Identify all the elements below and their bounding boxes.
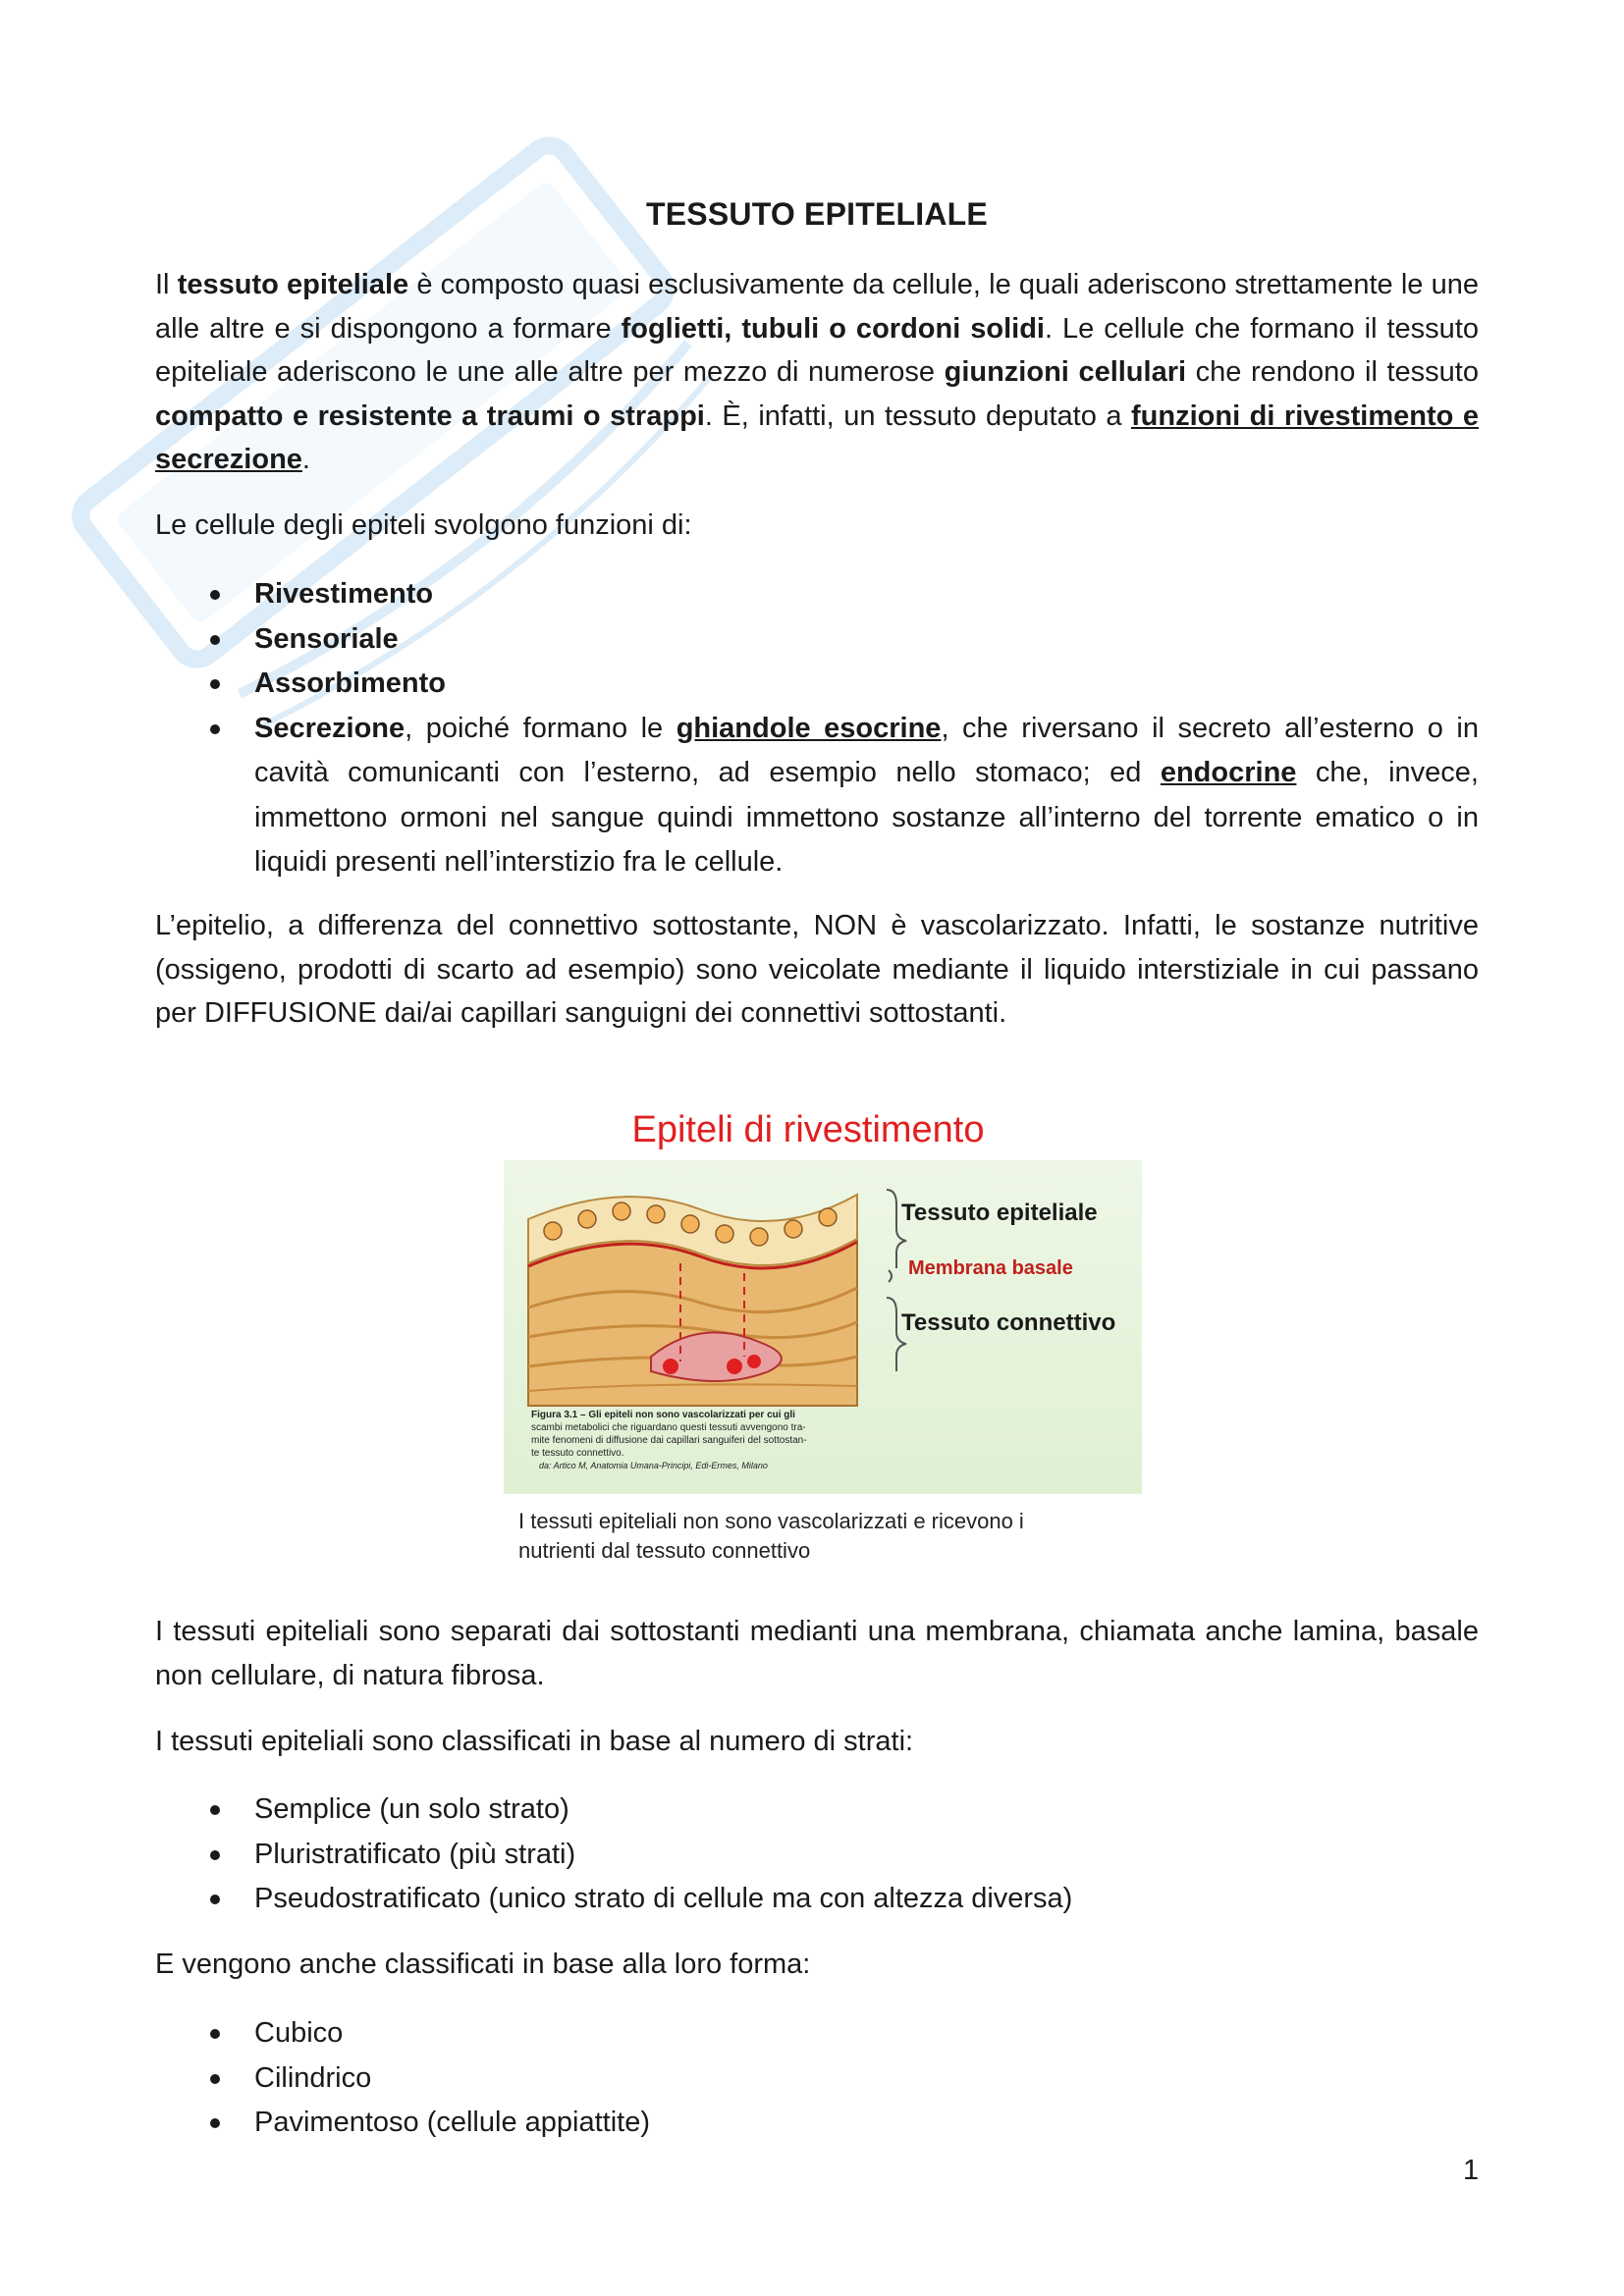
inner-caption-line: Figura 3.1 – Gli epiteli non sono vascolarizzati per cui gli bbox=[531, 1410, 795, 1420]
list-item: Semplice (un solo strato) bbox=[155, 1788, 1479, 1833]
list-item: Pluristratificato (più strati) bbox=[155, 1833, 1479, 1878]
functions-list bbox=[155, 572, 1479, 885]
label-tessuto-connettivo: Tessuto connettivo bbox=[901, 1309, 1116, 1336]
term-giunzioni: giunzioni cellulari bbox=[944, 356, 1187, 388]
term-ghiandole-esocrine: ghiandole esocrine bbox=[676, 712, 942, 744]
list-item: Sensoriale bbox=[155, 617, 1479, 663]
list-item: Assorbimento bbox=[155, 662, 1479, 707]
shapes-list bbox=[155, 2011, 1479, 2146]
term-funzioni: funzioni di rivestimento e secrezione bbox=[155, 400, 1479, 475]
vascularization-paragraph: L’epitelio, a differenza del connettivo sottostante, NON è vascolarizzato. Infatti, le sostanze nutritive (ossigeno, prodotti di scarto ad esempio) sono veicolate mediante il liquido interstiziale in cui passano per DIFFUSIONE dai/ai capillari sanguigni dei connettivi sottostanti. bbox=[155, 910, 1479, 1029]
list-item: Pavimentoso (cellule appiattite) bbox=[155, 2101, 1479, 2146]
intro-paragraph: Il tessuto epiteliale è composto quasi esclusivamente da cellule, le quali aderiscono strettamente le une alle altre e si dispongono a formare foglietti, tubuli o cordoni solidi. Le cellule che formano il tessuto epiteliale aderiscono le une alle altre per mezzo di numerose giunzioni cellulari che rendono il tessuto compatto e resistente a traumi o strappi. È, infatti, un tessuto deputato a funzioni di rivestimento e secrezione. bbox=[155, 269, 1480, 475]
functions-intro: Le cellule degli epiteli svolgono funzioni di: bbox=[155, 509, 692, 541]
layers-intro: I tessuti epiteliali sono classificati in base al numero di strati: bbox=[155, 1726, 914, 1757]
inner-caption-line: te tessuto connettivo. bbox=[531, 1448, 624, 1459]
figure-title: Epiteli di rivestimento bbox=[631, 1109, 985, 1150]
list-item: Cubico bbox=[155, 2011, 1479, 2056]
layers-list bbox=[155, 1788, 1479, 1922]
term-compatto: compatto e resistente a traumi o strappi bbox=[155, 400, 705, 432]
epithelium-figure bbox=[504, 1099, 1152, 1571]
figure-image-box bbox=[504, 1160, 1142, 1494]
page-title: TESSUTO EPITELIALE bbox=[646, 196, 988, 232]
list-item: Cilindrico bbox=[155, 2056, 1479, 2102]
list-item: Rivestimento bbox=[155, 572, 1479, 617]
inner-caption-line: da: Artico M, Anatomia Umana-Principi, Edi-Ermes, Milano bbox=[539, 1461, 768, 1470]
inner-caption-line: mite fenomeni di diffusione dai capillari sanguiferi del sottostan- bbox=[531, 1435, 807, 1446]
page-number: 1 bbox=[1463, 2155, 1480, 2186]
term-tessuto-epiteliale: tessuto epiteliale bbox=[177, 269, 409, 300]
label-membrana-basale: Membrana basale bbox=[908, 1257, 1073, 1279]
membrane-paragraph: I tessuti epiteliali sono separati dai sottostanti medianti una membrana, chiamata anche lamina, basale non cellulare, di natura fibrosa. bbox=[155, 1616, 1479, 1691]
list-item: Secrezione, poiché formano le ghiandole esocrine, che riversano il secreto all’esterno o in cavità comunicanti con l’esterno, ad esempio nello stomaco; ed endocrine che, invece, immettono ormoni nel sangue quindi immettono sostanze all’interno del torrente ematico o in liquidi presenti nell’interstizio fra le cellule. bbox=[155, 707, 1479, 885]
term-endocrine: endocrine bbox=[1160, 757, 1297, 788]
inner-caption-line: scambi metabolici che riguardano questi tessuti avvengono tra- bbox=[531, 1422, 806, 1433]
term-foglietti: foglietti, tubuli o cordoni solidi bbox=[621, 312, 1045, 345]
figure-caption: I tessuti epiteliali non sono vascolarizzati e ricevono i nutrienti dal tessuto connettivo bbox=[518, 1509, 1024, 1563]
shapes-intro: E vengono anche classificati in base alla loro forma: bbox=[155, 1949, 811, 1980]
label-tessuto-epiteliale: Tessuto epiteliale bbox=[901, 1200, 1098, 1226]
list-item: Pseudostratificato (unico strato di cellule ma con altezza diversa) bbox=[155, 1877, 1479, 1922]
